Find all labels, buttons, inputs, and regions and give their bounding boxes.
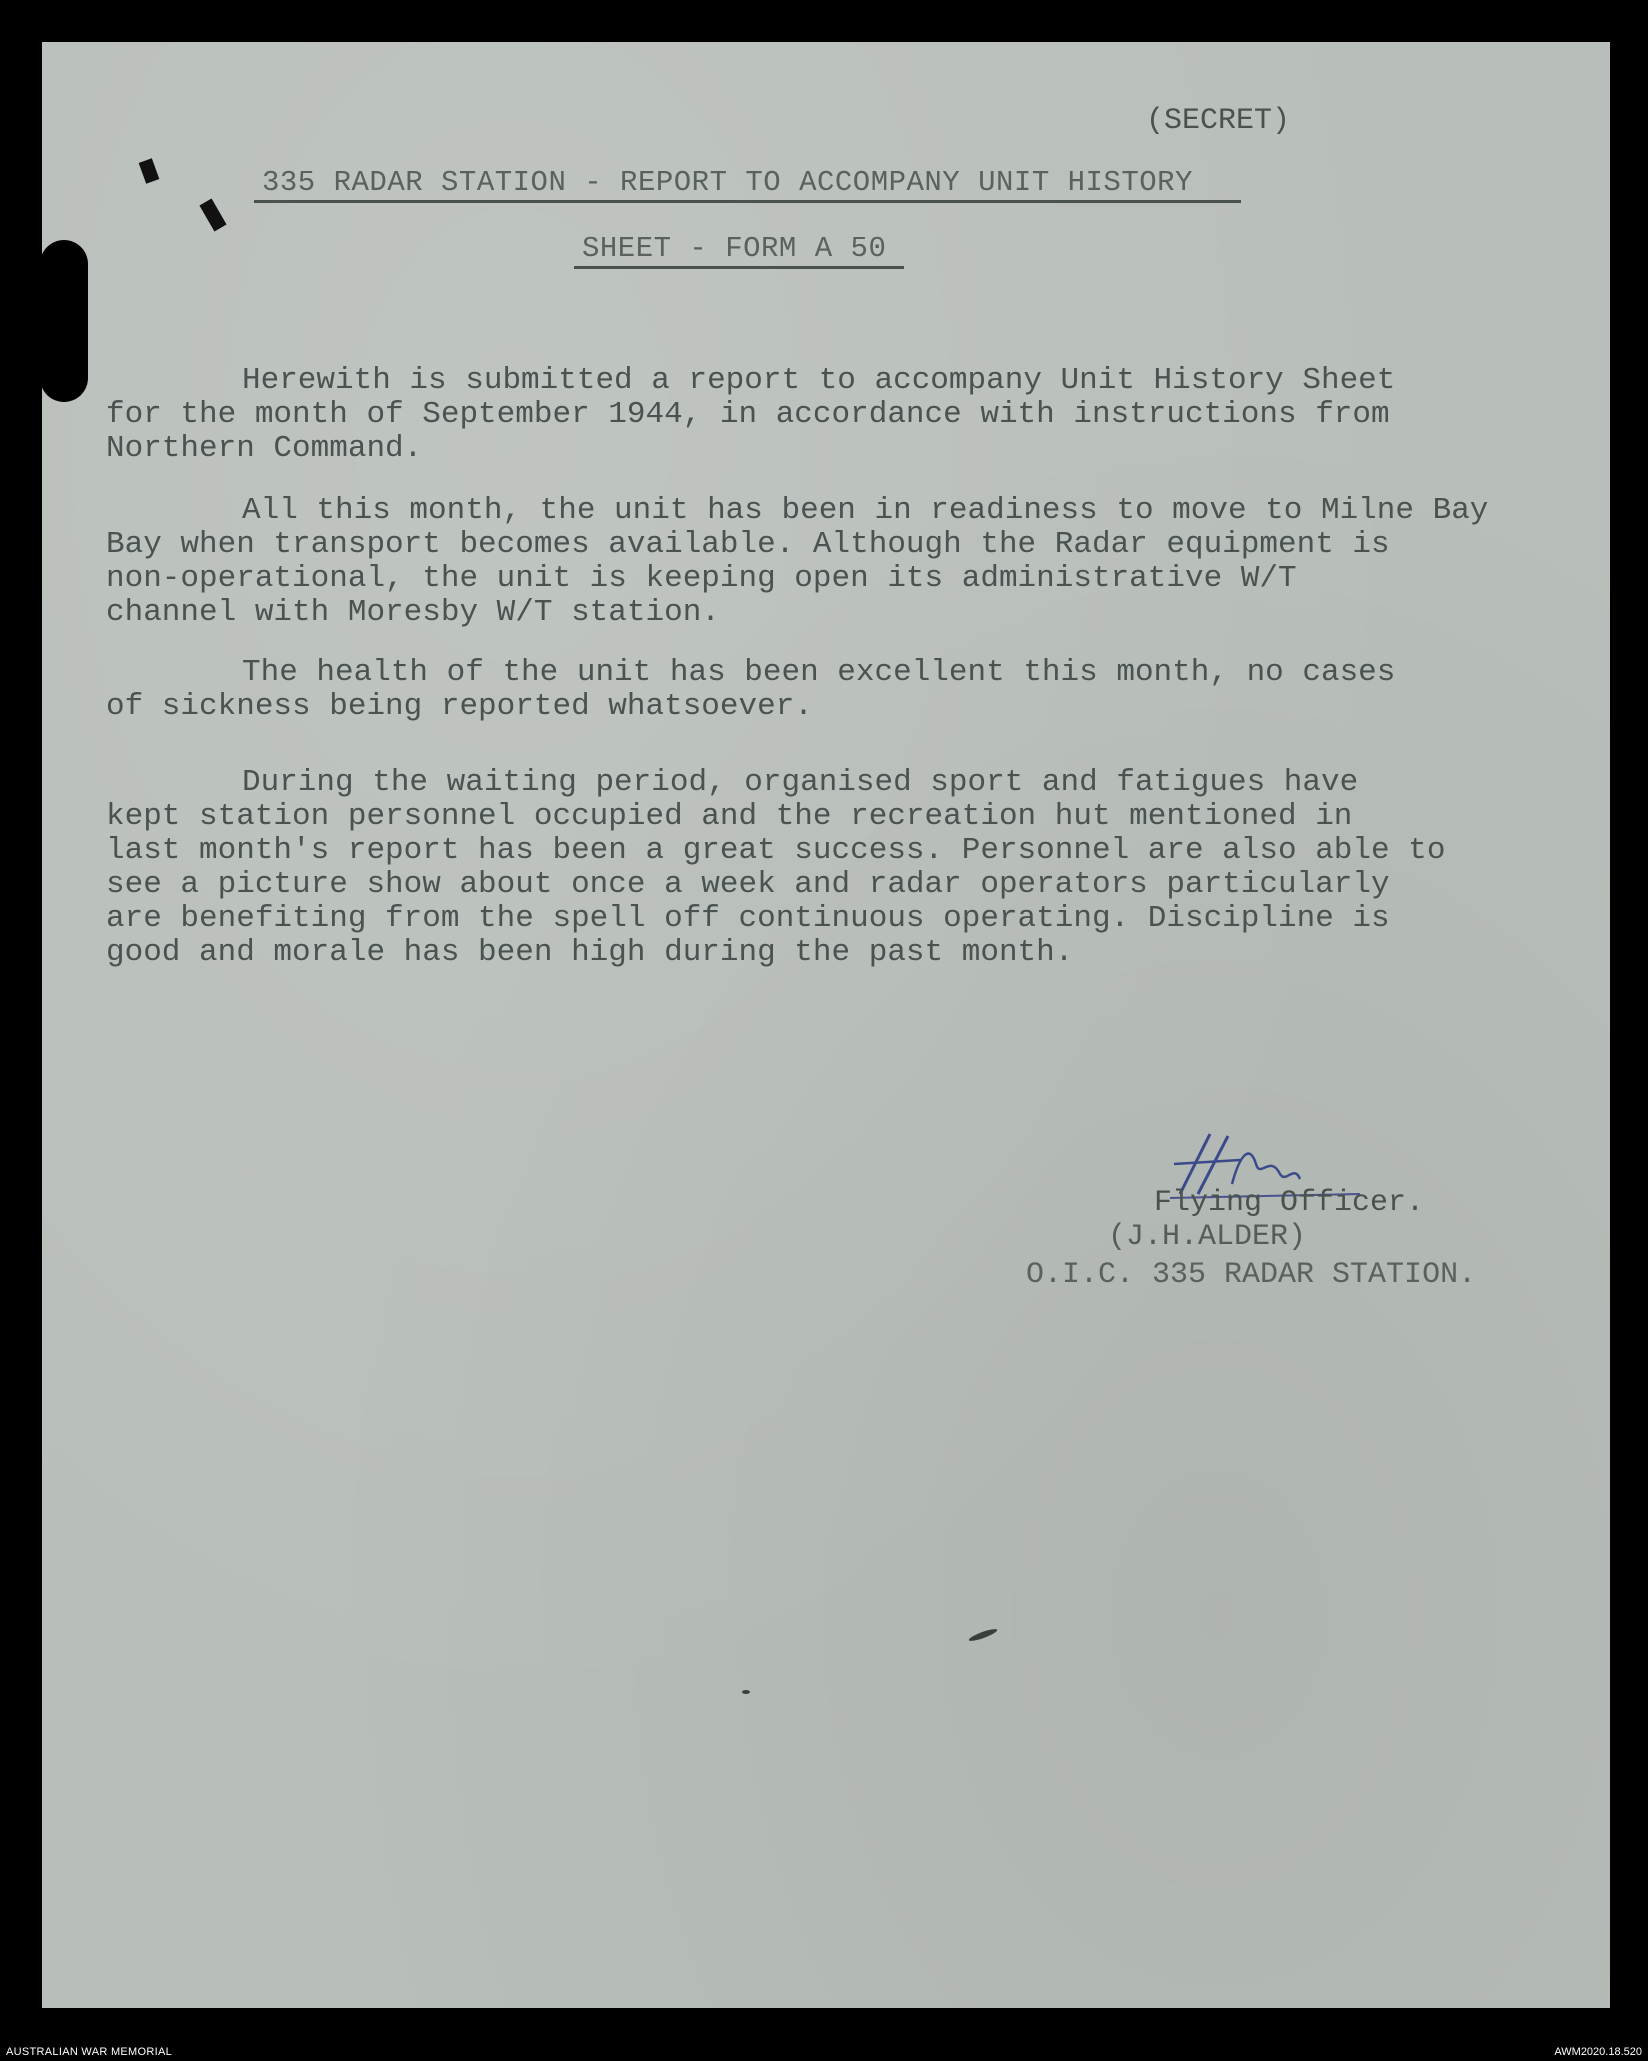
paragraph-line: During the waiting period, organised sport and fatigues have	[242, 765, 1359, 800]
subtitle-underline	[574, 266, 904, 269]
paragraph-line: non-operational, the unit is keeping open its administrative W/T	[106, 561, 1297, 596]
paragraph-line: of sickness being reported whatsoever.	[106, 689, 813, 724]
paragraph-line: The health of the unit has been excellent this month, no cases	[242, 655, 1396, 690]
paragraph-submission	[106, 364, 1586, 466]
signatory-rank: Flying Officer.	[1154, 1186, 1425, 1220]
paper-speck	[742, 1690, 750, 1694]
document-title-text: 335 RADAR STATION - REPORT TO ACCOMPANY UNIT HISTORY	[262, 166, 1193, 199]
paragraph-line: All this month, the unit has been in readiness to move to Milne Bay	[242, 493, 1489, 528]
signatory-unit: O.I.C. 335 RADAR STATION.	[1026, 1258, 1477, 1292]
paragraph-health	[106, 656, 1586, 724]
paragraph-line: channel with Moresby W/T station.	[106, 595, 720, 630]
paragraph-line: for the month of September 1944, in accordance with instructions from	[106, 397, 1390, 432]
classification-mark: (SECRET)	[1146, 104, 1291, 138]
document-title	[262, 166, 1193, 199]
paragraph-line: see a picture show about once a week and radar operators particularly	[106, 867, 1390, 902]
paragraph-line: Bay when transport becomes available. Although the Radar equipment is	[106, 527, 1390, 562]
document-page	[42, 42, 1610, 2008]
paragraph-line: are benefiting from the spell off continuous operating. Discipline is	[106, 901, 1390, 936]
paragraph-readiness	[106, 494, 1586, 630]
paragraph-line: kept station personnel occupied and the recreation hut mentioned in	[106, 799, 1353, 834]
archive-credit: AUSTRALIAN WAR MEMORIAL	[6, 2046, 173, 2058]
paper-speck	[968, 1627, 998, 1643]
paragraph-line: good and morale has been high during the past month.	[106, 935, 1074, 970]
title-underline	[254, 200, 1241, 203]
paragraph-morale	[106, 766, 1586, 970]
document-subtitle	[582, 232, 886, 265]
paragraph-line: Herewith is submitted a report to accompany Unit History Sheet	[242, 363, 1396, 398]
binder-hole	[40, 240, 88, 402]
archive-accession-number: AWM2020.18.520	[1554, 2046, 1642, 2058]
paragraph-line: last month's report has been a great success. Personnel are also able to	[106, 833, 1446, 868]
document-subtitle-text: SHEET - FORM A 50	[582, 232, 887, 265]
paragraph-line: Northern Command.	[106, 431, 423, 466]
signatory-name: (J.H.ALDER)	[1108, 1220, 1307, 1254]
